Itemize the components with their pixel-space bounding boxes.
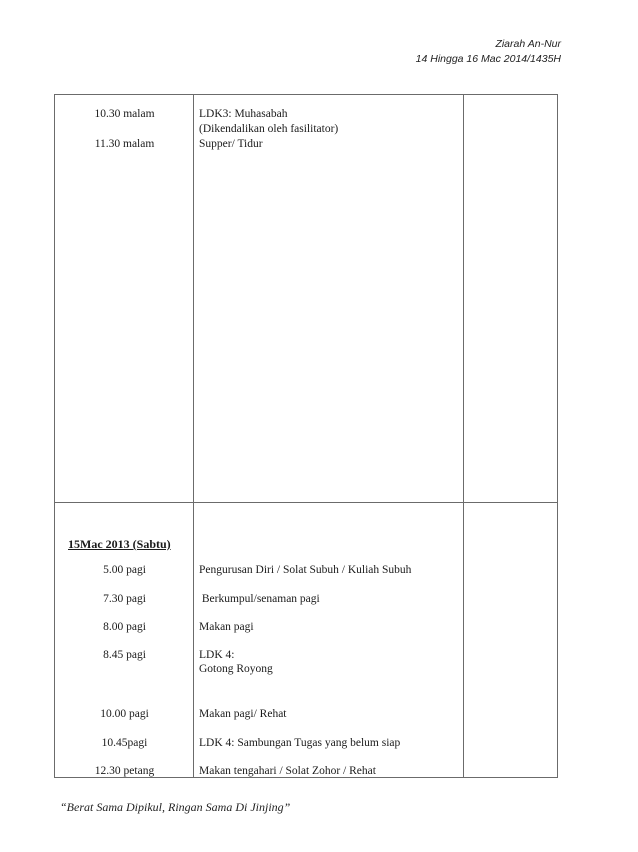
activity-label: LDK3: Muhasabah	[199, 108, 288, 120]
time-cell	[55, 95, 194, 503]
time-label: 10.00 pagi	[100, 708, 149, 720]
header-date-range: 14 Hingga 16 Mac 2014/1435H	[415, 53, 561, 65]
notes-cell	[464, 503, 558, 778]
activity-label: Makan pagi	[199, 621, 254, 633]
time-label: 8.45 pagi	[103, 649, 146, 661]
time-label: 12.30 petang	[94, 765, 155, 777]
schedule-section-night	[55, 95, 558, 503]
schedule-table	[54, 94, 558, 778]
activity-label: Gotong Royong	[199, 663, 273, 675]
activity-label: (Dikendalikan oleh fasilitator)	[199, 123, 339, 135]
time-label: 10.45pagi	[101, 737, 148, 749]
day-title: 15Mac 2013 (Sabtu)	[68, 537, 171, 551]
activity-cell	[194, 95, 464, 503]
activity-label: Makan pagi/ Rehat	[199, 708, 287, 720]
time-label: 10.30 malam	[94, 108, 155, 120]
time-label: 7.30 pagi	[103, 593, 146, 605]
notes-cell	[464, 95, 558, 503]
time-label: 11.30 malam	[94, 138, 155, 150]
activity-label: Berkumpul/senaman pagi	[199, 593, 320, 605]
time-label: 8.00 pagi	[103, 621, 146, 633]
page-header	[416, 37, 561, 67]
time-label: 5.00 pagi	[103, 564, 146, 576]
footer-quote: “Berat Sama Dipikul, Ringan Sama Di Jinjing”	[60, 800, 291, 814]
time-cell	[55, 503, 194, 778]
activity-cell	[194, 503, 464, 778]
activity-label: Makan tengahari / Solat Zohor / Rehat	[199, 765, 376, 777]
schedule-section-saturday	[55, 503, 558, 778]
header-title: Ziarah An-Nur	[495, 38, 561, 50]
activity-label: LDK 4:	[199, 649, 235, 661]
activity-label: Supper/ Tidur	[199, 138, 263, 150]
activity-label: Pengurusan Diri / Solat Subuh / Kuliah Subuh	[199, 564, 412, 576]
activity-label: LDK 4: Sambungan Tugas yang belum siap	[199, 737, 401, 749]
